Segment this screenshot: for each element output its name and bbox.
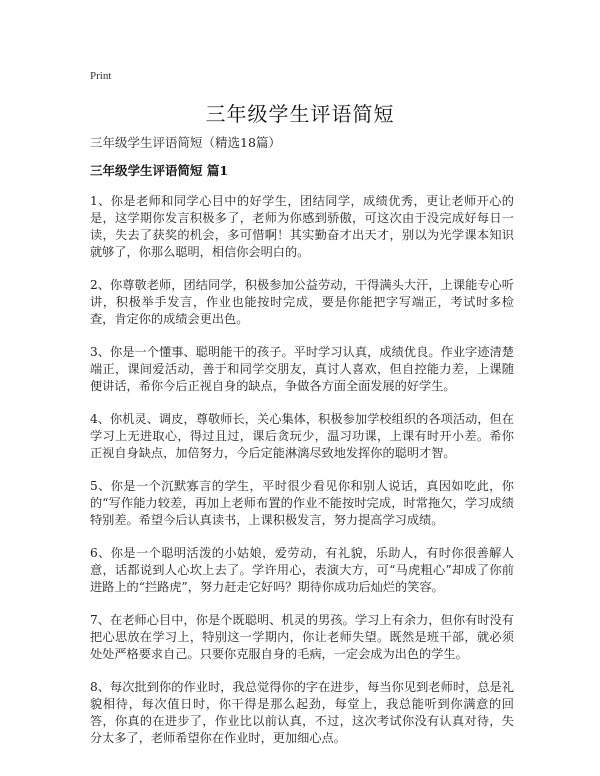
document-body [90, 134, 514, 763]
comment-paragraph-8: 8、每次批到你的作业时，我总觉得你的字在进步，每当你见到老师时，总是礼貌相待，每次值日时，你干得是那么起劲，每堂上，我总能听到你满意的回答，你真的在进步了，作业比以前认真，不过，这次考试你没有认真对待，失分太多了，老师希望你在作业时，更加细心点。 [90, 680, 514, 745]
comment-paragraph-7: 7、在老师心目中，你是个既聪明、机灵的男孩。学习上有余力，但你有时没有把心思放在学习上，特别这一学期内，你让老师失望。既然是班干部，就必须处处严格要求自己。只要你克服自身的毛病，一定会成为出色的学生。 [90, 613, 514, 661]
document-subtitle: 三年级学生评语简短（精选18篇） [90, 135, 281, 150]
page-title: 三年级学生评语简短 [205, 102, 395, 126]
section-heading: 三年级学生评语简短 篇1 [90, 163, 229, 178]
comment-paragraph-6: 6、你是一个聪明活泼的小姑娘，爱劳动，有礼貌，乐助人，有时你很善解人意，话都说到人心坎上去了。学许用心，表演大方，可“马虎粗心”却成了你前进路上的“拦路虎”，努力赶走它好吗？期待你成功后灿烂的笑容。 [90, 546, 514, 594]
print-link[interactable]: Print [90, 70, 112, 82]
comment-paragraph-5: 5、你是一个沉默寡言的学生，平时很少看见你和别人说话，真因如吃此，你的“写作能力较差，再加上老师布置的作业不能按时完成，时常拖欠，学习成绩特别差。希望今后认真读书，上课积极发言，努力提高学习成绩。 [90, 479, 514, 527]
comment-paragraph-1: 1、你是老师和同学心目中的好学生，团结同学，成绩优秀，更让老师开心的是，这学期你发言积极多了，老师为你感到骄傲，可这次由于没完成好每日一读，失去了获奖的机会，多可惜啊！其实勤奋才出天才，别以为光学课本知识就够了，你那么聪明，相信你会明白的。 [90, 194, 514, 259]
comment-paragraph-4: 4、你机灵、调皮，尊敬师长，关心集体，积极参加学校组织的各项活动，但在学习上无进取心，得过且过，课后贪玩少，温习功课，上课有时开小差。希你正视自身缺点，加倍努力，今后定能淋漓尽致地发挥你的聪明才智。 [90, 412, 514, 460]
comment-paragraph-3: 3、你是一个懂事、聪明能干的孩子。平时学习认真，成绩优良。作业字迹清楚端正，课间爱活动，善于和同学交朋友，真讨人喜欢，但自控能力差，上课随便讲话，希你今后正视自身的缺点，争做各方面全面发展的好学生。 [90, 345, 514, 393]
comment-paragraph-2: 2、你尊敬老师，团结同学，积极参加公益劳动，干得满头大汗，上课能专心听讲，积极举手发言，作业也能按时完成，要是你能把字写端正，考试时多检查，肯定你的成绩会更出色。 [90, 278, 514, 326]
